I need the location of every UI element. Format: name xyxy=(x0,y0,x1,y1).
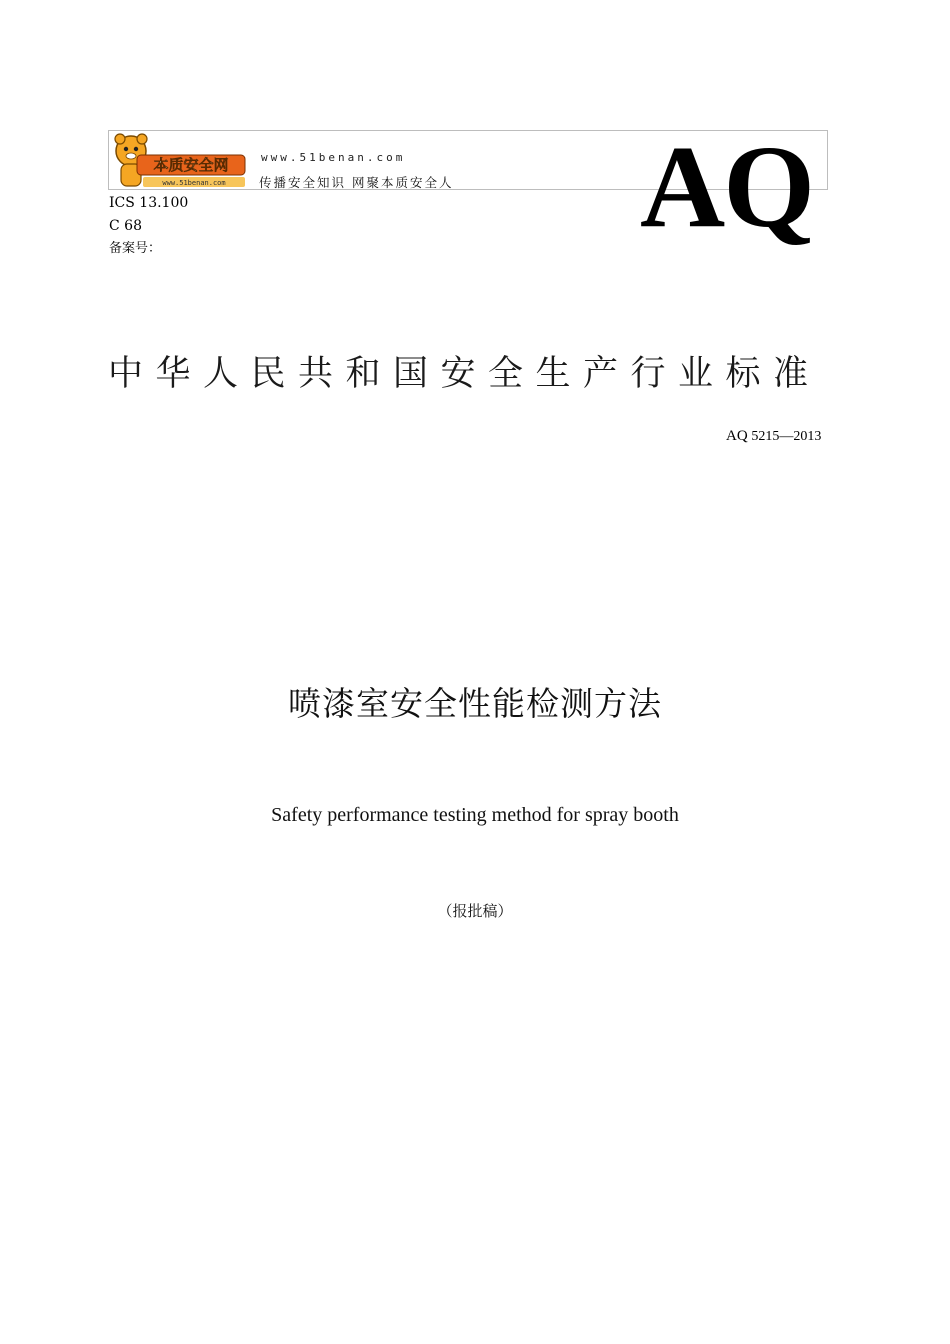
standard-code-number: 5215—2013 xyxy=(751,429,822,444)
logo-text: 本质安全网 xyxy=(153,156,229,174)
document-title-en: Safety performance testing method for spray booth xyxy=(271,804,679,826)
ics-code: ICS 13.100 xyxy=(109,195,189,211)
site-slogan: 传播安全知识 网聚本质安全人 xyxy=(259,175,454,190)
filing-number-label: 备案号： xyxy=(109,241,162,256)
standard-title: 中华人民共和国安全生产行业标准 xyxy=(108,354,821,394)
standard-code-prefix: AQ xyxy=(726,428,748,444)
logo-subtext: www.51benan.com xyxy=(162,179,226,187)
ccs-code: C 68 xyxy=(109,218,142,234)
standard-code xyxy=(726,428,821,445)
site-url: www.51benan.com xyxy=(261,151,406,164)
document-status: （报批稿） xyxy=(437,902,513,920)
category-mark: AQ xyxy=(640,121,813,252)
document-title-cn: 喷漆室安全性能检测方法 xyxy=(288,684,662,723)
site-logo xyxy=(109,131,249,189)
